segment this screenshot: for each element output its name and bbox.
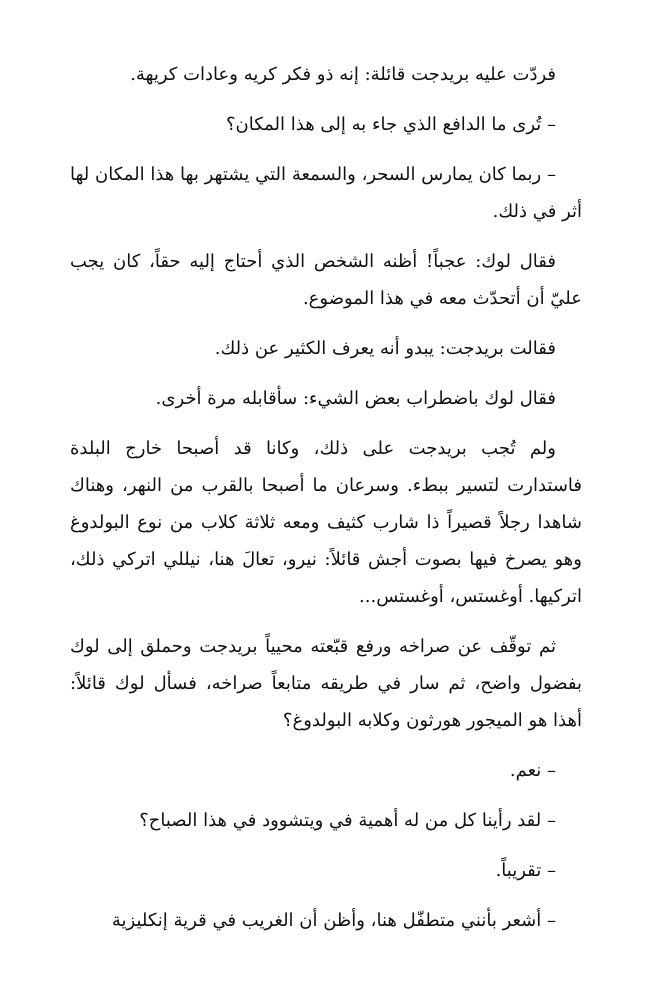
paragraph-8: ثم توقّف عن صراخه ورفع قبّعته محيياً بريدجت وحملق إلى لوك بفضول واضح، ثم سار في طريقه متابعاً صراخه، فسأل لوك قائلاً: أهذا هو الميجور هورثون وكلابه البولدوغ؟	[70, 636, 582, 731]
paragraph-11: – تقريباً.	[495, 860, 556, 881]
paragraph-4: فقال لوك: عجباً! أظنه الشخص الذي أحتاج إليه حقاً، كان يجب عليّ أن أتحدّث معه في هذا الموضوع.	[70, 251, 582, 309]
paragraph-10: – لقد رأينا كل من له أهمية في ويتشوود في هذا الصباح؟	[139, 810, 556, 831]
paragraph-3: – ربما كان يمارس السحر، والسمعة التي يشتهر بها هذا المكان لها أثر في ذلك.	[70, 164, 582, 222]
paragraph-12: – أشعر بأنني متطفّل هنا، وأظن أن الغريب في قرية إنكليزية	[111, 910, 556, 931]
paragraph-9: – نعم.	[509, 760, 556, 781]
paragraph-6: فقال لوك باضطراب بعض الشيء: سأقابله مرة أخرى.	[155, 388, 556, 409]
paragraph-5: فقالت بريدجت: يبدو أنه يعرف الكثير عن ذلك.	[214, 338, 556, 359]
paragraph-1: فردّت عليه بريدجت قائلة: إنه ذو فكر كريه وعادات كريهة.	[130, 64, 556, 85]
book-page	[70, 56, 582, 952]
paragraph-2: – تُرى ما الدافع الذي جاء به إلى هذا المكان؟	[225, 114, 556, 135]
paragraph-7: ولم تُجب بريدجت على ذلك، وكانا قد أصبحا خارج البلدة فاستدارت لتسير ببطء. وسرعان ما أصبحا بالقرب من النهر، وهناك شاهدا رجلاً قصيراً ذا شارب كثيف ومعه ثلاثة كلاب من نوع البولدوغ وهو يصرخ فيها بصوت أجش قائلاً: نيرو، تعالَ هنا، نيللي اتركي ذلك، اتركيها. أوغستس، أوغستس...	[70, 438, 582, 607]
